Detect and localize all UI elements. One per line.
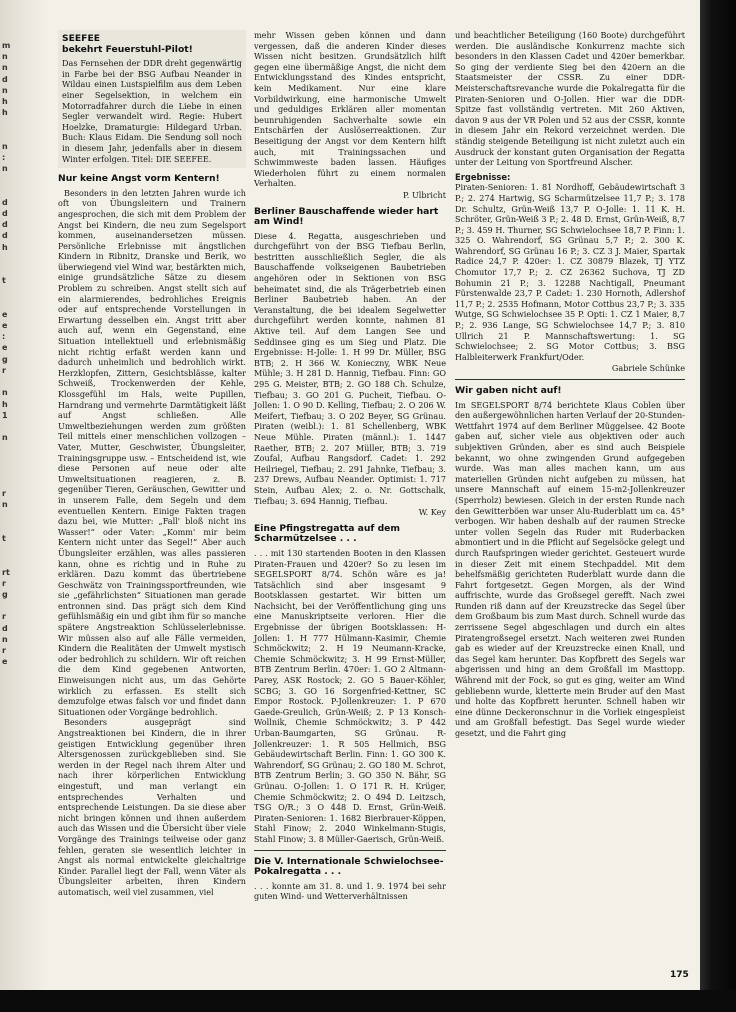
kentern-paragraph-3: mehr Wissen geben können und dann vergessen, daß die anderen Kinder dieses Wissen nicht besitzen. Grundsätzlich hilft gegen eine übermäßige Angst, die nicht dem Entwicklungsstand des Kindes entspricht, kein Medikament. Nur eine klare Vorbildwirkung, eine harmonische Umwelt und geduldiges Erklären aller momentan beunruhigenden Sachverhalte sowie ein Entschärfen der Auslöserreaktionen. Zur Beseitigung der Angst vor dem Kentern hilft auch, mit Trainingssachen und Schwimmweste baden lassen. Häufiges Wiederholen führt zu einem normalen Verhalten.	[254, 30, 446, 189]
kentern-paragraph-2: Besonders ausgeprägt sind Angstreaktionen bei Kindern, die in ihrer geistigen Entwicklung gegenüber ihren Altersgenossen zurückgeblieben sind. Sie werden in der Regel nach ihrem Alter und nach ihrer körperlichen Entwicklung eingestuft, und man verlangt ein entsprechendes Verhalten und entsprechende Leistungen. Da sie diese aber nicht bringen können und ihnen außerdem auch das Wissen und die Übersicht über viele Vorgänge des Trainings teilweise oder ganz fehlen, geraten sie wesentlich leichter in Angst als normal entwickelte gleichaltrige Kinder. Parallel liegt der Fall, wenn Väter als Übungsleiter arbeiten, ihren Kindern automatisch, weil viel zusammen, viel	[58, 717, 246, 897]
article-title-pfingstregatta: Eine Pfingstregatta auf dem Scharmützelsee . . .	[254, 522, 400, 545]
seefee-box	[58, 30, 246, 168]
scan-background	[0, 990, 736, 1012]
bauschaffende-text: Diese 4. Regatta, ausgeschrieben und durchgeführt von der BSG Tiefbau Berlin, bestritten ausschließlich Segler, die als Bauschaffende volkseigenen Baubetrieben angehören oder in Sektionen von BSG beheimatet sind, die als Trägerbetrieb einen Berliner Baubetrieb haben. An der Veranstaltung, die bei idealem Segelwetter durchgeführt werden konnte, nahmen 81 Aktive teil. Auf dem Langen See und Seddinsee ging es um Sieg und Platz. Die Ergebnisse: H-Jolle: 1. H 99 Dr. Müller, BSG BTB; 2. H 366 W. Konieczny, WBK Neue Mühle; 3. H 281 D. Hannig, Tiefbau. Finn: GO 295 G. Meister, BTB; 2. GO 188 Ch. Schulze, Tiefbau; 3. GO 201 G. Pucheit, Tiefbau. O-Jollen: 1. O 90 D. Kelling, Tiefbau; 2. O 206 W. Meifert, Tiefbau; 3. O 202 Beyer, SG Grünau. Piraten (weibl.): 1. 81 Schellenberg, WBK Neue Mühle. Piraten (männl.): 1. 1447 Raether, BTB; 2. 207 Müller, BTB; 3. 719 Zoufal, Aufbau Rangsdorf. Cadet: 1. 292 Heilriegel, Tiefbau; 2. 291 Jahnke, Tiefbau; 3. 237 Drews, Aufbau Neander. Optimist: 1. 717 Stein, Aufbau Alex; 2. o. Nr. Gottschalk, Tiefbau; 3. 694 Hannig, Tiefbau.	[254, 230, 446, 506]
article-title-bauschaffende: Berliner Bauschaffende wieder hart am Wind!	[254, 205, 439, 228]
separator	[254, 850, 446, 851]
pfingstregatta-text: . . . mit 130 startenden Booten in den Klassen Piraten-Frauen und 420er? So zu lesen im SEGELSPORT 8/74. Schön wäre es ja! Tatsächlich sind aber insgesamt 9 Bootsklassen gestartet. Wir bitten um Nachsicht, bei der Veröffentlichung ging uns eine Manuskriptseite verloren. Hier die Ergebnisse der übrigen Bootsklassen: H-Jollen: 1. H 777 Hülmann-Kasimir, Chemie Schmöckwitz; 2. H 19 Neumann-Kracke, Chemie Schmöckwitz; 3. H 99 Ernst-Müller, BTB Zentrum Berlin. 470er: 1. GO 2 Altmann-Parey, ASK Rostock; 2. GO 5 Bauer-Köhler, SCBG; 3. GO 16 Sorgenfried-Kettner, SC Empor Rostock. P-Jollenkreuzer: 1. P 670 Gaede-Greulich, Grün-Weiß; 2. P 13 Konsch-Wollnik, Chemie Schmöckwitz; 3. P 442 Urban-Baumgarten, SG Grünau. R-Jollenkreuzer: 1. R 505 Hellmich, BSG Gebäudewirtschaft Berlin. Finn: 1. GO 300 K. Wahrendorf, SG Grünau; 2. GO 180 M. Schrot, BTB Zentrum Berlin; 3. GO 350 N. Bähr, SG Grünau. O-Jollen: 1. O 171 R. H. Krüger, Chemie Schmöckwitz; 2. O 494 D. Leitzsch, TSG O/R.; 3 O 448 D. Ernst, Grün-Weiß. Piraten-Senioren: 1. 1682 Bierbrauer-Köppen, Stahl Finow; 2. 2040 Winkelmann-Stugis, Stahl Finow; 3. 8 Müller-Gaerisch, Grün-Weiß.	[254, 547, 446, 844]
previous-page-edge	[0, 0, 48, 990]
aufgeben-text: Im SEGELSPORT 8/74 berichtete Klaus Coblen über den außergewöhnlichen harten Verlauf der 20-Stunden-Wettfahrt 1974 auf dem Berliner Müggelsee. 42 Boote gaben auf, sicher viele aus objektiven oder auch subjektiven Gründen, aber es sind auch Beispiele bekannt, wo ohne zwingenden Grund aufgegeben wurde. Was man alles machen kann, um aus materiellen Gründen nicht aufgeben zu müssen, hat unsere Mannschaft auf einem 15-m2-Jollenkreuzer (Sperrholz) bewiesen. Gleich in der ersten Runde nach den Gewitterböen war unser Alu-Ruderblatt um ca. 45° verbogen. Wir haben deshalb auf der raumen Strecke unter vollen Segeln das Ruder mit Ruderbacken abmontiert und in die Pflicht auf Segelsöcke gelegt und durch Raufspringen wieder gerichtet. Gesteuert wurde in dieser Zeit mit einem Stechpaddel. Mit dem behelfsmäßig gerichteten Ruderblatt wurde dann die Fahrt fortgesetzt. Gegen Morgen, als der Wind auffrischte, wurde das Großsegel gerefft. Nach zwei Runden riß dann auf der Kreuzstrecke das Segel über dem Großbaum bis zum Mast durch. Schnell wurde das zerrissene Segel abgeschlagen und durch ein altes Piratengroßsegel ersetzt. Nach weiteren zwei Runden gab es wieder auf der Kreuzstrecke einen Knall, und das Segel kam herunter. Das Kopfbrett des Segels war abgerissen und hing an dem Großfall im Masttopp. Während mit der Fock, so gut es ging, weiter am Wind gebliebenn wurde, kletterte mein Bruder auf den Mast und holte das Kopfbrett herunter. Schnell haben wir eine dünne Deckeronschnur in die Vorliek eingespleist und am Großfall befestigt. Das Segel wurde wieder gesetzt, und die Fahrt ging	[455, 399, 685, 738]
schwielochsee-intro: . . . konnte am 31. 8. und 1. 9. 1974 bei sehr guten Wind- und Wetterverhältnissen	[254, 880, 446, 902]
article-title-aufgeben: Wir gaben nicht auf!	[455, 385, 562, 396]
column-3	[455, 30, 685, 739]
article-title-kentern: Nur keine Angst vorm Kentern!	[58, 173, 220, 185]
author-key: W. Key	[418, 507, 446, 518]
column-2	[254, 30, 446, 902]
schwielochsee-text: und beachtlicher Beteiligung (160 Boote) durchgeführt werden. Die ausländische Konkurrenz machte sich besonders in den Klassen Cadet und 420er bemerkbar. So ging der verdiente Sieg bei den 420ern an die Staatsmeister der CSSR. Zu einer DDR-Meisterschaftsrevanche wurde die Pokalregatta für die Piraten-Senioren und O-Jollen. Hier war die DDR-Spitze fast vollständig vertreten. Mit 260 Aktiven, davon 9 aus der VR Polen und 52 aus der CSSR, konnte in diesem Jahr ein Rekord verzeichnet werden. Die ständig steigende Beteiligung ist nicht zuletzt auch ein Ausdruck der konstant guten Organisation der Regatta unter der Leitung von Sportfreund Alscher.	[455, 30, 685, 168]
gutter-text: m n n d n h h n : n d d d d h t e e : e g r n h 1 n r n t rt r g r d n r e	[2, 41, 11, 667]
article-title-schwielochsee: Die V. Internationale Schwielochsee-Pokalregatta . . .	[254, 855, 444, 878]
results-text: Piraten-Senioren: 1. 81 Nordhoff, Gebäudewirtschaft 3 P.; 2. 274 Hartwig, SG Scharmützelsee 11,7 P.; 3. 178 Dr. Schultz, Grün-Weiß 13,7 P. O-Jolle: 1. 11 K. H. Schröter, Grün-Weiß 3 P.; 2. 48 D. Ernst, Grün-Weiß, 8,7 P.; 3. 459 H. Thurner, SG Schwielochsee 18,7 P. Finn: 1. 325 O. Wahrendorf, SG Grünau 5,7 P.; 2. 300 K. Wahrendorf, SG Grünau 16 P.; 3. CZ 3 J. Maier, Spartak Radice 24,7 P. 420er: 1. CZ 30879 Blazek, TJ YTZ Chomutor 17,7 P.; 2. CZ 26362 Suchova, TJ ZD Bohumin 21 P.; 3. 12288 Nachtigall, Pneumant Fürstenwalde 23,7 P. Cadet: 1. 230 Hornoth, Adlershof 11,7 P.; 2. 2535 Hofmann, Motor Cottbus 23,7 P.; 3. 335 Wutge, SG Schwielochsee 35 P. Opti: 1. CZ 1 Maier, 8,7 P.; 2. 936 Lange, SG Schwielochsee 14,7 P.; 3. 810 Ullrich 21 P. Mannschaftswertung: 1. SG Schwielochsee; 2. SG Motor Cottbus; 3. BSG Halbleiterwerk Frankfurt/Oder.	[455, 182, 685, 362]
column-1	[58, 30, 246, 898]
results-heading: Ergebnisse:	[455, 171, 511, 182]
author-ulbricht: P. Ulbricht	[403, 189, 446, 200]
author-schuenke: Gabriele Schünke	[611, 363, 685, 374]
seefee-title: SEEFEE bekehrt Feuerstuhl-Pilot!	[62, 33, 193, 55]
book-spine	[700, 0, 736, 1012]
separator-2	[455, 379, 685, 380]
kentern-paragraph-1: Besonders in den letzten Jahren wurde ich oft von Übungsleitern und Trainern angesprochen, die sich mit dem Problem der Angst bei Kindern, die neu zum Segelsport kommen, auseinandersetzen müssen. Persönliche Erlebnisse mit ängstlichen Kindern in Ribnitz, Dranske und Berik, wo überwiegend viel Wind war, bestärkten mich, einige grundsätzliche Sätze zu diesem Problem zu schreiben. Angst stellt sich auf ein alarmierendes, bedrohliches Ereignis oder auf entsprechende Vorstellungen in Erwartung desselben ein. Angst tritt aber auch auf, wenn ein Gegenstand, eine Situation intellektuell und erlebnismäßig nicht richtig erfaßt werden kann und dadurch unheimlich und bedrohlich wirkt. Herzklopfen, Zittern, Gesichtsblässe, kalter Schweiß, Trockenwerden der Kehle, Klossgefühl im Hals, weite Pupillen, Harndrang und vermehrte Darmtätigkeit läßt auf Angst schließen. Alle Umweltbeziehungen werden zum größten Teil mittels einer menschlichen vollzogen – Vater, Mutter, Geschwister, Übungsleiter, Trainingsgruppe usw. – Entscheidend ist, wie diese Personen auf neue oder alte Umweltsituationen reagieren, z. B. gegenüber Tieren, Geräuschen, Gewitter und in unserem Falle, dem Segeln und dem eventuellen Kentern. Einige Fakten tragen dazu bei, wie Mutter: „Fall' bloß nicht ins Wasser!“ oder Vater: „Komm' mir beim Kentern nicht unter das Segel!“ Aber auch Übungsleiter erzählen, was alles passieren kann, ohne es richtig und in Ruhe zu erklären. Dazu kommt das übertriebene Geschwätz von Trainingssportfreunden, wie sie „gefährlichsten“ Situationen man gerade entronnen sind. Das prägt sich dem Kind gefühlsmäßig ein und gibt ihm für so manche spätere Angstreaktion Schlüsselerlebnisse. Wir müssen also auf alle Fälle vermeiden, Kindern die Realitäten der Umwelt mystisch oder bedrohlich zu schildern. Wir oft reichen die dem Kind gegebenen Antworten, Einweisungen nicht aus, um das Gehörte wirklich zu erfassen. Es stellt sich demzufolge etwas falsch vor und findet dann Situationen oder Vorgänge bedrohlich.	[58, 187, 246, 717]
seefee-text: Das Fernsehen der DDR dreht gegenwärtig in Farbe bei der BSG Aufbau Neander in Wildau einen Lustspielfilm aus dem Leben einer Segelsektion, in welchem ein Motorradfahrer durch die Liebe in einen Segler verwandelt wird. Regie: Hubert Hoelzke, Dramaturgie: Hildegard Urban. Buch: Klaus Eidam. Die Sendung soll noch in diesem Jahr, jedenfalls aber in diesem Winter erfolgen. Titel: DIE SEEFEE.	[62, 58, 242, 164]
page-number: 175	[670, 970, 689, 980]
